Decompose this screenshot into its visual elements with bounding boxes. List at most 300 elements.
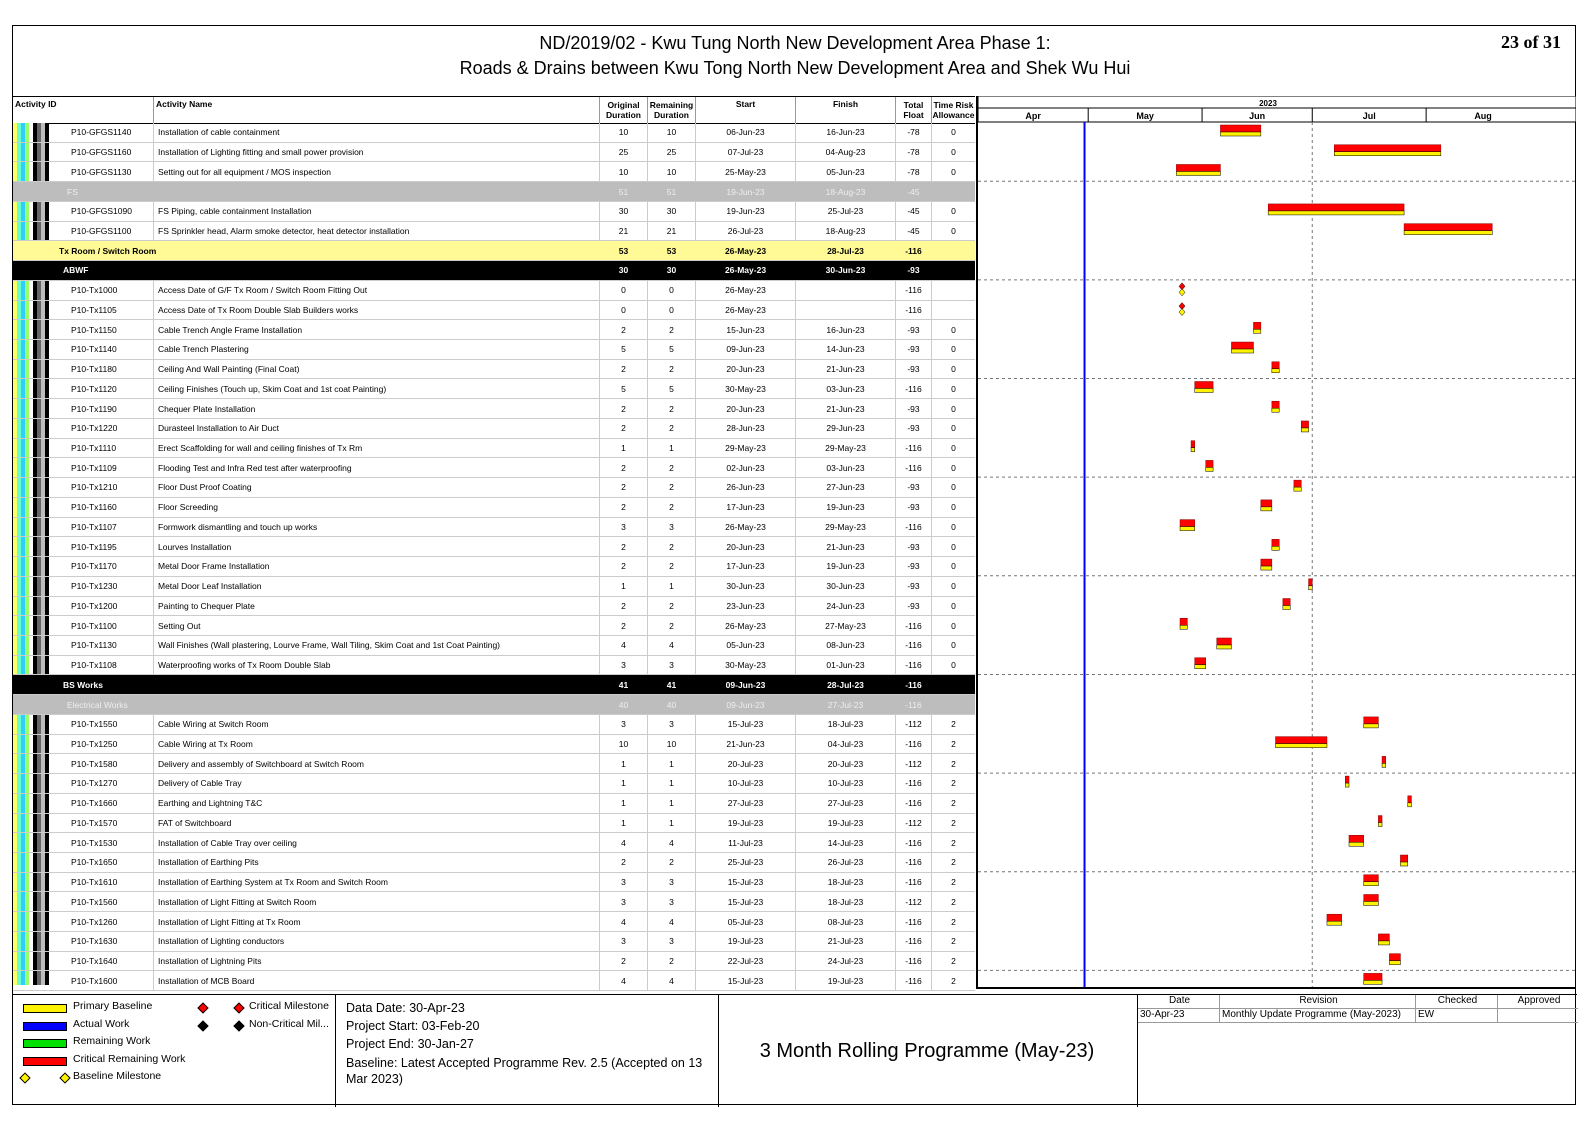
original-duration: 2	[599, 853, 647, 872]
wbs-group-row[interactable]	[13, 675, 975, 695]
time-risk: 0	[931, 320, 975, 339]
original-duration: 4	[599, 833, 647, 852]
baseline-bar	[1272, 369, 1279, 373]
time-risk: 0	[931, 123, 975, 142]
time-risk	[931, 281, 975, 300]
original-duration: 2	[599, 320, 647, 339]
critical-bar	[1272, 401, 1279, 408]
baseline-bar	[1389, 961, 1400, 965]
rev-header-revision: Revision	[1220, 995, 1416, 1009]
start-date: 06-Jun-23	[695, 123, 795, 142]
remaining-duration: 53	[666, 245, 677, 256]
critical-bar	[1268, 204, 1404, 211]
total-float: -116	[895, 301, 931, 320]
finish-date: 18-Aug-23	[795, 222, 895, 241]
original-duration: 2	[599, 616, 647, 635]
original-duration: 2	[599, 419, 647, 438]
critical-bar	[1408, 796, 1412, 803]
activity-name: Ceiling Finishes (Touch up, Skim Coat and 1st coat Painting)	[153, 379, 599, 398]
table-row[interactable]	[13, 518, 975, 538]
critical-bar	[1253, 322, 1260, 329]
remaining-duration: 5	[647, 340, 695, 359]
table-row[interactable]	[13, 537, 975, 557]
legend-milestone-label: Critical Milestone	[249, 1000, 329, 1012]
start-date: 09-Jun-23	[695, 340, 795, 359]
baseline-bar	[1382, 763, 1386, 767]
time-risk: 0	[931, 439, 975, 458]
activity-id: P10-Tx1000	[71, 285, 118, 296]
activity-name: Waterproofing works of Tx Room Double Slab	[153, 656, 599, 675]
table-row[interactable]	[13, 301, 975, 321]
legend-milestone-label: Non-Critical Mil...	[249, 1017, 329, 1030]
page-title-line1: ND/2019/02 - Kwu Tung North New Development Area Phase 1:	[539, 33, 1051, 53]
activity-id: P10-Tx1210	[71, 482, 118, 493]
original-duration: 40	[618, 699, 629, 710]
critical-bar	[1327, 914, 1342, 921]
start-date: 19-Jul-23	[695, 932, 795, 951]
original-duration: 0	[599, 301, 647, 320]
remaining-duration: 3	[647, 715, 695, 734]
total-float: -93	[895, 399, 931, 418]
wbs-group-row[interactable]	[13, 261, 975, 281]
baseline-bar	[1294, 487, 1301, 491]
activity-name: Cable Wiring at Tx Room	[153, 735, 599, 754]
programme-title: 3 Month Rolling Programme (May-23)	[759, 1039, 1095, 1062]
table-row[interactable]	[13, 952, 975, 972]
table-row[interactable]	[13, 123, 975, 143]
table-row[interactable]	[13, 754, 975, 774]
finish-date: 29-May-23	[795, 439, 895, 458]
table-row[interactable]	[13, 971, 975, 991]
baseline-milestone-icon	[59, 1072, 70, 1083]
baseline-bar	[1176, 171, 1220, 175]
baseline-info: Baseline: Latest Accepted Programme Rev. 2.5 (Accepted on 13 Mar 2023)	[346, 1056, 703, 1086]
page-title-line2: Roads & Drains between Kwu Tong North New Development Area and Shek Wu Hui	[459, 58, 1131, 78]
col-remaining-duration[interactable]: Remaining Duration	[647, 97, 695, 123]
activity-id: P10-Tx1610	[71, 877, 118, 888]
total-float: -116	[895, 281, 931, 300]
legend-panel	[13, 994, 1577, 1107]
activity-id: P10-Tx1105	[71, 304, 117, 315]
total-float: -93	[895, 537, 931, 556]
baseline-bar	[1276, 744, 1327, 748]
start-date: 05-Jul-23	[695, 912, 795, 931]
original-duration: 2	[599, 399, 647, 418]
activity-name: Earthing and Lightning T&C	[153, 794, 599, 813]
start-date: 26-May-23	[724, 245, 767, 256]
table-row[interactable]	[13, 616, 975, 636]
table-row[interactable]	[13, 419, 975, 439]
table-row[interactable]	[13, 892, 975, 912]
original-duration: 0	[599, 281, 647, 300]
time-risk	[931, 261, 975, 280]
table-row[interactable]	[13, 912, 975, 932]
finish-date: 10-Jul-23	[795, 774, 895, 793]
legend-label: Primary Baseline	[73, 1000, 153, 1012]
activity-id: P10-Tx1550	[71, 719, 118, 730]
timescale-month: May	[1136, 111, 1154, 121]
original-duration: 2	[599, 458, 647, 477]
table-row[interactable]	[13, 853, 975, 873]
table-row[interactable]	[13, 360, 975, 380]
activity-id: P10-Tx1600	[71, 975, 118, 986]
activity-id: P10-Tx1150	[71, 324, 117, 335]
baseline-bar	[1195, 388, 1213, 392]
gantt-svg	[978, 96, 1576, 987]
activity-id: P10-Tx1260	[71, 916, 118, 927]
start-date: 02-Jun-23	[695, 458, 795, 477]
table-row[interactable]	[13, 222, 975, 242]
critical-bar	[1364, 973, 1382, 980]
original-duration: 10	[599, 735, 647, 754]
table-row[interactable]	[13, 478, 975, 498]
time-risk: 2	[931, 735, 975, 754]
start-date: 17-Jun-23	[695, 498, 795, 517]
start-date: 07-Jul-23	[695, 143, 795, 162]
rev-approved	[1498, 1009, 1578, 1023]
start-date: 26-May-23	[695, 616, 795, 635]
remaining-duration: 1	[647, 754, 695, 773]
activity-id: P10-Tx1230	[71, 581, 118, 592]
remaining-duration: 1	[647, 577, 695, 596]
start-date: 30-May-23	[695, 656, 795, 675]
table-row[interactable]	[13, 774, 975, 794]
wbs-group-row[interactable]	[13, 241, 975, 261]
table-row[interactable]	[13, 379, 975, 399]
activity-id: P10-Tx1270	[71, 778, 118, 789]
total-float: -116	[895, 833, 931, 852]
table-row[interactable]	[13, 320, 975, 340]
activity-id: P10-Tx1160	[71, 502, 117, 513]
original-duration: 2	[599, 952, 647, 971]
original-duration: 1	[599, 794, 647, 813]
critical-bar	[1294, 480, 1301, 487]
original-duration: 10	[599, 162, 647, 181]
time-risk: 0	[931, 518, 975, 537]
finish-date	[795, 281, 895, 300]
total-float: -112	[895, 814, 931, 833]
total-float: -45	[895, 202, 931, 221]
finish-date: 24-Jun-23	[795, 597, 895, 616]
finish-date: 27-Jun-23	[795, 478, 895, 497]
timescale-year: 2023	[1259, 99, 1277, 108]
time-risk: 0	[931, 557, 975, 576]
remaining-duration: 2	[647, 419, 695, 438]
time-risk: 0	[931, 616, 975, 635]
baseline-bar	[1272, 408, 1279, 412]
total-float: -116	[895, 735, 931, 754]
total-float: -116	[895, 794, 931, 813]
table-row[interactable]	[13, 557, 975, 577]
start-date: 19-Jul-23	[695, 814, 795, 833]
activity-name: Access Date of G/F Tx Room / Switch Room Fitting Out	[153, 281, 599, 300]
critical-bar	[1217, 638, 1232, 645]
baseline-bar	[1231, 349, 1253, 353]
total-float: -116	[905, 679, 922, 690]
activity-name: Ceiling And Wall Painting (Final Coat)	[153, 360, 599, 379]
table-row[interactable]	[13, 794, 975, 814]
finish-date: 27-Jul-23	[827, 699, 864, 710]
critical-bar	[1404, 224, 1492, 231]
remaining-duration: 5	[647, 379, 695, 398]
baseline-bar	[1220, 132, 1260, 136]
legend-swatch	[23, 1022, 67, 1031]
start-date: 17-Jun-23	[695, 557, 795, 576]
remaining-duration: 1	[647, 439, 695, 458]
remaining-duration: 3	[647, 892, 695, 911]
baseline-bar	[1364, 882, 1379, 886]
start-date: 26-Jul-23	[695, 222, 795, 241]
critical-bar	[1378, 816, 1382, 823]
activity-id: P10-Tx1110	[71, 443, 117, 454]
col-activity-id[interactable]: Activity ID	[15, 99, 57, 109]
table-row[interactable]	[13, 636, 975, 656]
time-risk: 2	[931, 971, 975, 990]
table-row[interactable]	[13, 143, 975, 163]
finish-date: 01-Jun-23	[795, 656, 895, 675]
critical-bar	[1206, 460, 1213, 467]
critical-bar	[1301, 421, 1308, 428]
table-row[interactable]	[13, 439, 975, 459]
total-float: -93	[895, 340, 931, 359]
start-date: 15-Jul-23	[695, 971, 795, 990]
finish-date: 14-Jun-23	[795, 340, 895, 359]
baseline-bar	[1283, 606, 1290, 610]
total-float: -112	[895, 754, 931, 773]
activity-id: P10-Tx1250	[71, 738, 118, 749]
activity-id: P10-GFGS1100	[71, 226, 132, 236]
total-float: -93	[895, 577, 931, 596]
table-row[interactable]	[13, 399, 975, 419]
start-date: 25-May-23	[695, 162, 795, 181]
remaining-duration: 2	[647, 320, 695, 339]
table-row[interactable]	[13, 498, 975, 518]
finish-date: 21-Jun-23	[795, 360, 895, 379]
activity-id: FS	[67, 186, 78, 197]
table-row[interactable]	[13, 162, 975, 182]
remaining-duration: 21	[647, 222, 695, 241]
critical-milestone-icon	[197, 1002, 208, 1013]
start-date: 09-Jun-23	[726, 699, 765, 710]
rev-description: Monthly Update Programme (May-2023)	[1220, 1009, 1416, 1023]
remaining-duration: 0	[647, 301, 695, 320]
table-row[interactable]	[13, 735, 975, 755]
start-date: 27-Jul-23	[695, 794, 795, 813]
finish-date: 16-Jun-23	[795, 123, 895, 142]
total-float: -78	[895, 162, 931, 181]
total-float: -116	[895, 774, 931, 793]
original-duration: 1	[599, 577, 647, 596]
table-row[interactable]	[13, 458, 975, 478]
activity-id: P10-Tx1570	[71, 817, 118, 828]
finish-date: 21-Jul-23	[795, 932, 895, 951]
total-float: -93	[895, 419, 931, 438]
remaining-duration: 2	[647, 616, 695, 635]
total-float: -116	[895, 656, 931, 675]
critical-bar	[1176, 164, 1220, 171]
finish-date: 08-Jul-23	[795, 912, 895, 931]
baseline-bar	[1364, 724, 1379, 728]
table-row[interactable]	[13, 833, 975, 853]
activity-id: P10-GFGS1090	[71, 206, 132, 217]
original-duration: 3	[599, 715, 647, 734]
activity-name: Durasteel Installation to Air Duct	[153, 419, 599, 438]
baseline-bar	[1272, 546, 1279, 550]
original-duration: 21	[599, 222, 647, 241]
critical-bar	[1272, 362, 1279, 369]
activity-name: Delivery of Cable Tray	[153, 774, 599, 793]
legend-swatch	[23, 1004, 67, 1013]
total-float: -116	[895, 853, 931, 872]
table-row[interactable]	[13, 656, 975, 676]
remaining-duration: 2	[647, 537, 695, 556]
remaining-duration: 2	[647, 458, 695, 477]
time-risk	[931, 182, 975, 201]
remaining-duration: 51	[666, 186, 677, 197]
table-row[interactable]	[13, 814, 975, 834]
time-risk: 0	[931, 537, 975, 556]
total-float: -116	[895, 873, 931, 892]
total-float: -93	[895, 597, 931, 616]
gantt-chart	[976, 96, 1576, 989]
remaining-duration: 10	[647, 735, 695, 754]
total-float: -116	[895, 616, 931, 635]
table-row[interactable]	[13, 281, 975, 301]
time-risk: 0	[931, 340, 975, 359]
activity-id: P10-Tx1109	[71, 462, 117, 473]
activity-id: P10-Tx1170	[71, 561, 117, 572]
critical-bar	[1261, 559, 1272, 566]
remaining-duration: 3	[647, 518, 695, 537]
remaining-duration: 2	[647, 360, 695, 379]
original-duration: 2	[599, 597, 647, 616]
wbs-group-row[interactable]	[13, 695, 975, 715]
finish-date: 14-Jul-23	[795, 833, 895, 852]
table-row[interactable]	[13, 577, 975, 597]
start-date: 26-May-23	[695, 301, 795, 320]
start-date: 28-Jun-23	[695, 419, 795, 438]
remaining-duration: 4	[647, 912, 695, 931]
baseline-milestone-icon	[19, 1072, 30, 1083]
baseline-bar	[1378, 823, 1382, 827]
activity-id: P10-Tx1107	[71, 521, 117, 532]
legend-swatch	[23, 1039, 67, 1048]
finish-date: 19-Jun-23	[795, 498, 895, 517]
table-row[interactable]	[13, 340, 975, 360]
timescale-month: Jun	[1249, 111, 1266, 121]
remaining-duration: 1	[647, 774, 695, 793]
original-duration: 2	[599, 537, 647, 556]
original-duration: 2	[599, 360, 647, 379]
activity-id: P10-Tx1220	[71, 423, 118, 434]
remaining-duration: 4	[647, 971, 695, 990]
activity-name: Metal Door Frame Installation	[153, 557, 599, 576]
activity-id: BS Works	[63, 679, 103, 690]
critical-bar	[1180, 618, 1187, 625]
start-date: 26-Jun-23	[695, 478, 795, 497]
time-risk: 0	[931, 222, 975, 241]
baseline-milestone	[1179, 309, 1185, 316]
project-end: Project End: 30-Jan-27	[346, 1037, 474, 1051]
project-start: Project Start: 03-Feb-20	[346, 1019, 480, 1033]
original-duration: 3	[599, 873, 647, 892]
activity-name: Installation of cable containment	[153, 123, 599, 142]
table-row[interactable]	[13, 932, 975, 952]
table-row[interactable]	[13, 202, 975, 222]
total-float: -93	[907, 265, 920, 276]
col-total-float[interactable]: Total Float	[895, 97, 931, 123]
time-risk: 2	[931, 892, 975, 911]
total-float: -93	[895, 320, 931, 339]
original-duration: 3	[599, 518, 647, 537]
wbs-group-row[interactable]	[13, 182, 975, 202]
non-critical-milestone-icon	[233, 1020, 244, 1031]
critical-bar	[1349, 835, 1364, 842]
activity-id: P10-Tx1630	[71, 936, 118, 947]
time-risk	[931, 301, 975, 320]
finish-date: 18-Jul-23	[795, 715, 895, 734]
baseline-bar	[1349, 842, 1364, 846]
start-date: 30-May-23	[695, 379, 795, 398]
table-row[interactable]	[13, 873, 975, 893]
finish-date: 04-Jul-23	[795, 735, 895, 754]
col-start[interactable]: Start	[695, 97, 795, 123]
critical-bar	[1261, 500, 1272, 507]
original-duration: 1	[599, 754, 647, 773]
original-duration: 3	[599, 932, 647, 951]
col-time-risk[interactable]: Time Risk Allowance	[931, 97, 975, 123]
remaining-duration: 40	[666, 699, 677, 710]
baseline-bar	[1345, 783, 1349, 787]
table-row[interactable]	[13, 597, 975, 617]
start-date: 19-Jun-23	[695, 202, 795, 221]
col-original-duration[interactable]: Original Duration	[599, 97, 647, 123]
critical-bar	[1400, 855, 1407, 862]
finish-date: 28-Jul-23	[827, 679, 864, 690]
critical-bar	[1364, 717, 1379, 724]
activity-id: Electrical Works	[67, 699, 128, 710]
activity-name: Metal Door Leaf Installation	[153, 577, 599, 596]
finish-date: 27-May-23	[795, 616, 895, 635]
critical-milestone-icon	[233, 1002, 244, 1013]
baseline-bar	[1334, 152, 1441, 156]
total-float: -93	[895, 478, 931, 497]
time-risk: 2	[931, 952, 975, 971]
activity-id: P10-GFGS1140	[71, 127, 132, 138]
activity-id: P10-Tx1140	[71, 344, 117, 355]
start-date: 23-Jun-23	[695, 597, 795, 616]
time-risk	[931, 695, 975, 714]
activity-id: P10-Tx1108	[71, 660, 117, 671]
col-finish[interactable]: Finish	[795, 97, 895, 123]
time-risk: 2	[931, 932, 975, 951]
col-activity-name[interactable]: Activity Name	[153, 97, 599, 123]
activity-name: Installation of Lighting conductors	[153, 932, 599, 951]
time-risk: 0	[931, 597, 975, 616]
original-duration: 41	[618, 679, 629, 690]
start-date: 05-Jun-23	[695, 636, 795, 655]
remaining-duration: 2	[647, 498, 695, 517]
finish-date: 03-Jun-23	[795, 379, 895, 398]
original-duration: 5	[599, 379, 647, 398]
time-risk	[931, 675, 975, 694]
total-float: -93	[895, 498, 931, 517]
table-row[interactable]	[13, 715, 975, 735]
original-duration: 10	[599, 123, 647, 142]
activity-name: Wall Finishes (Wall plastering, Lourve Frame, Wall Tiling, Skim Coat and 1st Coat Painting)	[153, 636, 599, 655]
time-risk: 2	[931, 754, 975, 773]
activity-id: P10-Tx1130	[71, 640, 117, 651]
